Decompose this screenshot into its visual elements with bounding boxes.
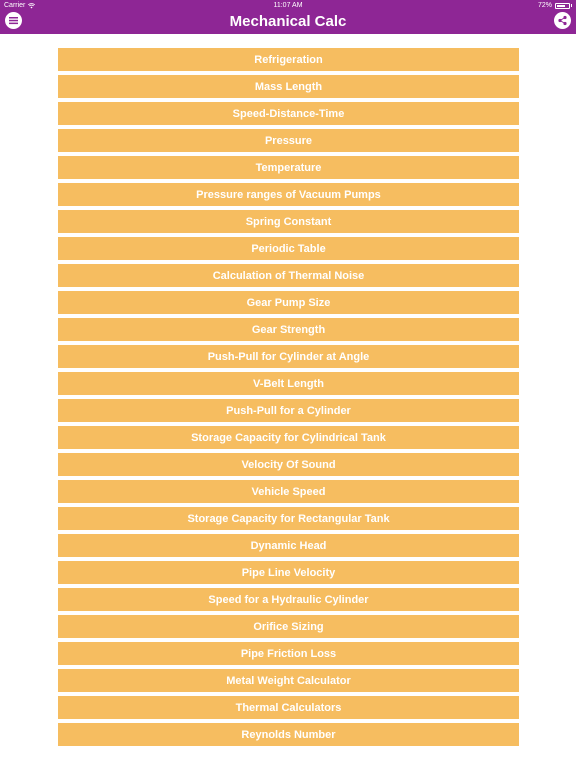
list-item[interactable]: Metal Weight Calculator <box>58 669 519 692</box>
list-item[interactable]: Spring Constant <box>58 210 519 233</box>
list-item[interactable]: Speed for a Hydraulic Cylinder <box>58 588 519 611</box>
list-item[interactable]: Storage Capacity for Rectangular Tank <box>58 507 519 530</box>
list-item[interactable]: Reynolds Number <box>58 723 519 746</box>
list-item[interactable]: Pipe Line Velocity <box>58 561 519 584</box>
list-item[interactable]: Speed-Distance-Time <box>58 102 519 125</box>
list-item[interactable]: Velocity Of Sound <box>58 453 519 476</box>
list-item[interactable]: Push-Pull for a Cylinder <box>58 399 519 422</box>
list-item[interactable]: V-Belt Length <box>58 372 519 395</box>
list-item[interactable]: Storage Capacity for Cylindrical Tank <box>58 426 519 449</box>
list-item[interactable]: Push-Pull for Cylinder at Angle <box>58 345 519 368</box>
list-item[interactable]: Temperature <box>58 156 519 179</box>
list-item[interactable]: Pipe Friction Loss <box>58 642 519 665</box>
battery-percent: 72% <box>537 2 552 9</box>
list-item[interactable]: Periodic Table <box>58 237 519 260</box>
status-time: 11:07 AM <box>273 2 303 9</box>
app-header <box>0 0 576 34</box>
calculator-list[interactable] <box>58 48 519 741</box>
list-item[interactable]: Calculation of Thermal Noise <box>58 264 519 287</box>
battery-tip <box>571 4 572 7</box>
status-right <box>538 2 572 9</box>
list-item[interactable]: Vehicle Speed <box>58 480 519 503</box>
list-item[interactable]: Mass Length <box>58 75 519 98</box>
list-item[interactable]: Pressure ranges of Vacuum Pumps <box>58 183 519 206</box>
battery-fill <box>557 5 565 7</box>
share-icon <box>557 15 568 26</box>
status-bar <box>0 0 576 12</box>
list-item[interactable]: Orifice Sizing <box>58 615 519 638</box>
list-item[interactable]: Thermal Calculators <box>58 696 519 719</box>
share-button[interactable] <box>554 12 571 29</box>
carrier-label: Carrier <box>4 2 26 9</box>
page-title: Mechanical Calc <box>229 13 347 30</box>
list-item[interactable]: Gear Strength <box>58 318 519 341</box>
list-item[interactable]: Dynamic Head <box>58 534 519 557</box>
list-item[interactable]: Pressure <box>58 129 519 152</box>
list-item[interactable]: Gear Pump Size <box>58 291 519 314</box>
battery-icon <box>555 3 570 9</box>
list-item[interactable]: Refrigeration <box>58 48 519 71</box>
